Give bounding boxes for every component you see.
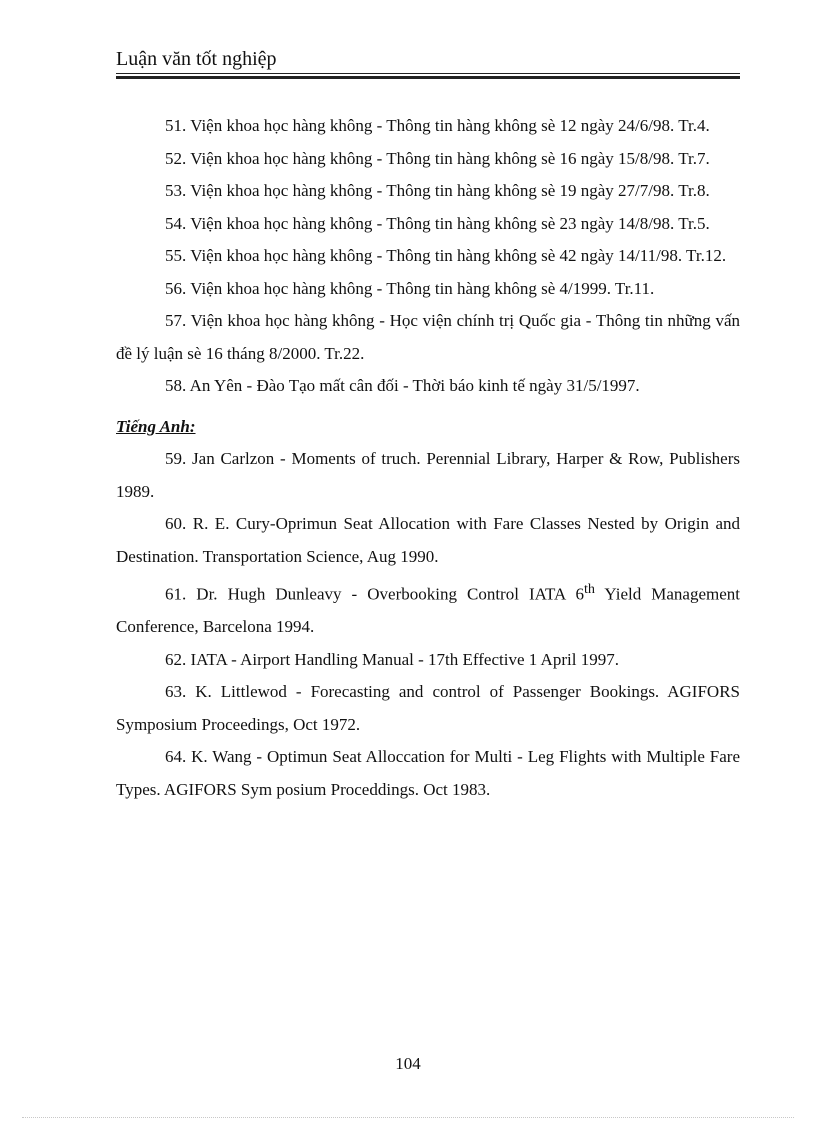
reference-text: An Yên - Đào Tạo mất cân đối - Thời báo kinh tế ngày 31/5/1997. bbox=[189, 376, 640, 395]
reference-item bbox=[116, 741, 740, 806]
reference-item bbox=[116, 676, 740, 741]
reference-number: 53. bbox=[165, 181, 187, 200]
reference-number: 55. bbox=[165, 246, 187, 265]
reference-number: 62. bbox=[165, 649, 187, 669]
section-heading-english: Tiếng Anh: bbox=[116, 416, 196, 436]
reference-text: Jan Carlzon - Moments of truch. Perennial Library, Harper & Row, Publishers 1989. bbox=[116, 449, 741, 501]
reference-text: IATA - Airport Handling Manual - 17th Effective 1 April 1997. bbox=[190, 649, 619, 669]
reference-number: 57. bbox=[165, 311, 187, 330]
reference-item bbox=[116, 443, 740, 508]
reference-text: Viện khoa học hàng không - Thông tin hàng không sè 16 ngày 15/8/98. Tr.7. bbox=[190, 148, 710, 168]
header-double-rule bbox=[116, 73, 740, 79]
reference-item bbox=[116, 644, 740, 677]
reference-number: 51. bbox=[165, 116, 187, 135]
reference-number: 56. bbox=[165, 278, 187, 298]
reference-item bbox=[116, 305, 740, 370]
page-header-title: Luận văn tốt nghiệp bbox=[116, 48, 277, 70]
reference-text: Viện khoa học hàng không - Thông tin hàng không sè 42 ngày 14/11/98. Tr.12. bbox=[190, 246, 727, 265]
reference-item bbox=[116, 110, 740, 143]
reference-item bbox=[116, 208, 740, 241]
reference-item bbox=[116, 240, 740, 273]
reference-item bbox=[116, 143, 740, 176]
reference-text: Viện khoa học hàng không - Thông tin hàng không sè 4/1999. Tr.11. bbox=[190, 278, 655, 298]
reference-number: 58. bbox=[165, 376, 187, 395]
reference-text: Viện khoa học hàng không - Học viện chính trị Quốc gia - Thông tin những vấn đề lý luận sè 16 tháng 8/2000. Tr.22. bbox=[116, 311, 740, 363]
ordinal-superscript: th bbox=[583, 581, 595, 597]
reference-item bbox=[116, 370, 740, 403]
reference-number: 61. bbox=[165, 584, 187, 604]
page-number: 104 bbox=[395, 1054, 421, 1073]
reference-text: Dr. Hugh Dunleavy - Overbooking Control IATA 6 bbox=[196, 584, 584, 604]
reference-text: K. Littlewod - Forecasting and control of Passenger Bookings. AGIFORS Symposium Proceedings, Oct 1972. bbox=[116, 682, 740, 734]
reference-item bbox=[116, 508, 740, 573]
reference-text: R. E. Cury-Oprimun Seat Allocation with Fare Classes Nested by Origin and Destination. Transportation Science, Aug 1990. bbox=[116, 514, 740, 566]
reference-number: 52. bbox=[165, 148, 187, 168]
reference-text: Viện khoa học hàng không - Thông tin hàng không sè 19 ngày 27/7/98. Tr.8. bbox=[190, 181, 710, 200]
reference-list bbox=[116, 110, 740, 806]
reference-number: 59. bbox=[165, 449, 187, 468]
reference-number: 60. bbox=[165, 514, 187, 533]
reference-text: Viện khoa học hàng không - Thông tin hàng không sè 23 ngày 14/8/98. Tr.5. bbox=[190, 213, 710, 233]
reference-number: 54. bbox=[165, 213, 187, 233]
reference-item bbox=[116, 273, 740, 306]
reference-text: K. Wang - Optimun Seat Alloccation for Multi - Leg Flights with Multiple Fare Types. AGIFORS Sym posium Proceddings. Oct 1983. bbox=[116, 747, 740, 799]
footer-dotted-line bbox=[22, 1117, 794, 1118]
reference-number: 64. bbox=[165, 747, 187, 767]
reference-number: 63. bbox=[165, 682, 187, 702]
reference-text: Viện khoa học hàng không - Thông tin hàng không sè 12 ngày 24/6/98. Tr.4. bbox=[190, 116, 710, 135]
reference-item bbox=[116, 573, 740, 644]
reference-item bbox=[116, 175, 740, 208]
reference-text: Yield Management Conference, Barcelona 1994. bbox=[116, 584, 740, 637]
